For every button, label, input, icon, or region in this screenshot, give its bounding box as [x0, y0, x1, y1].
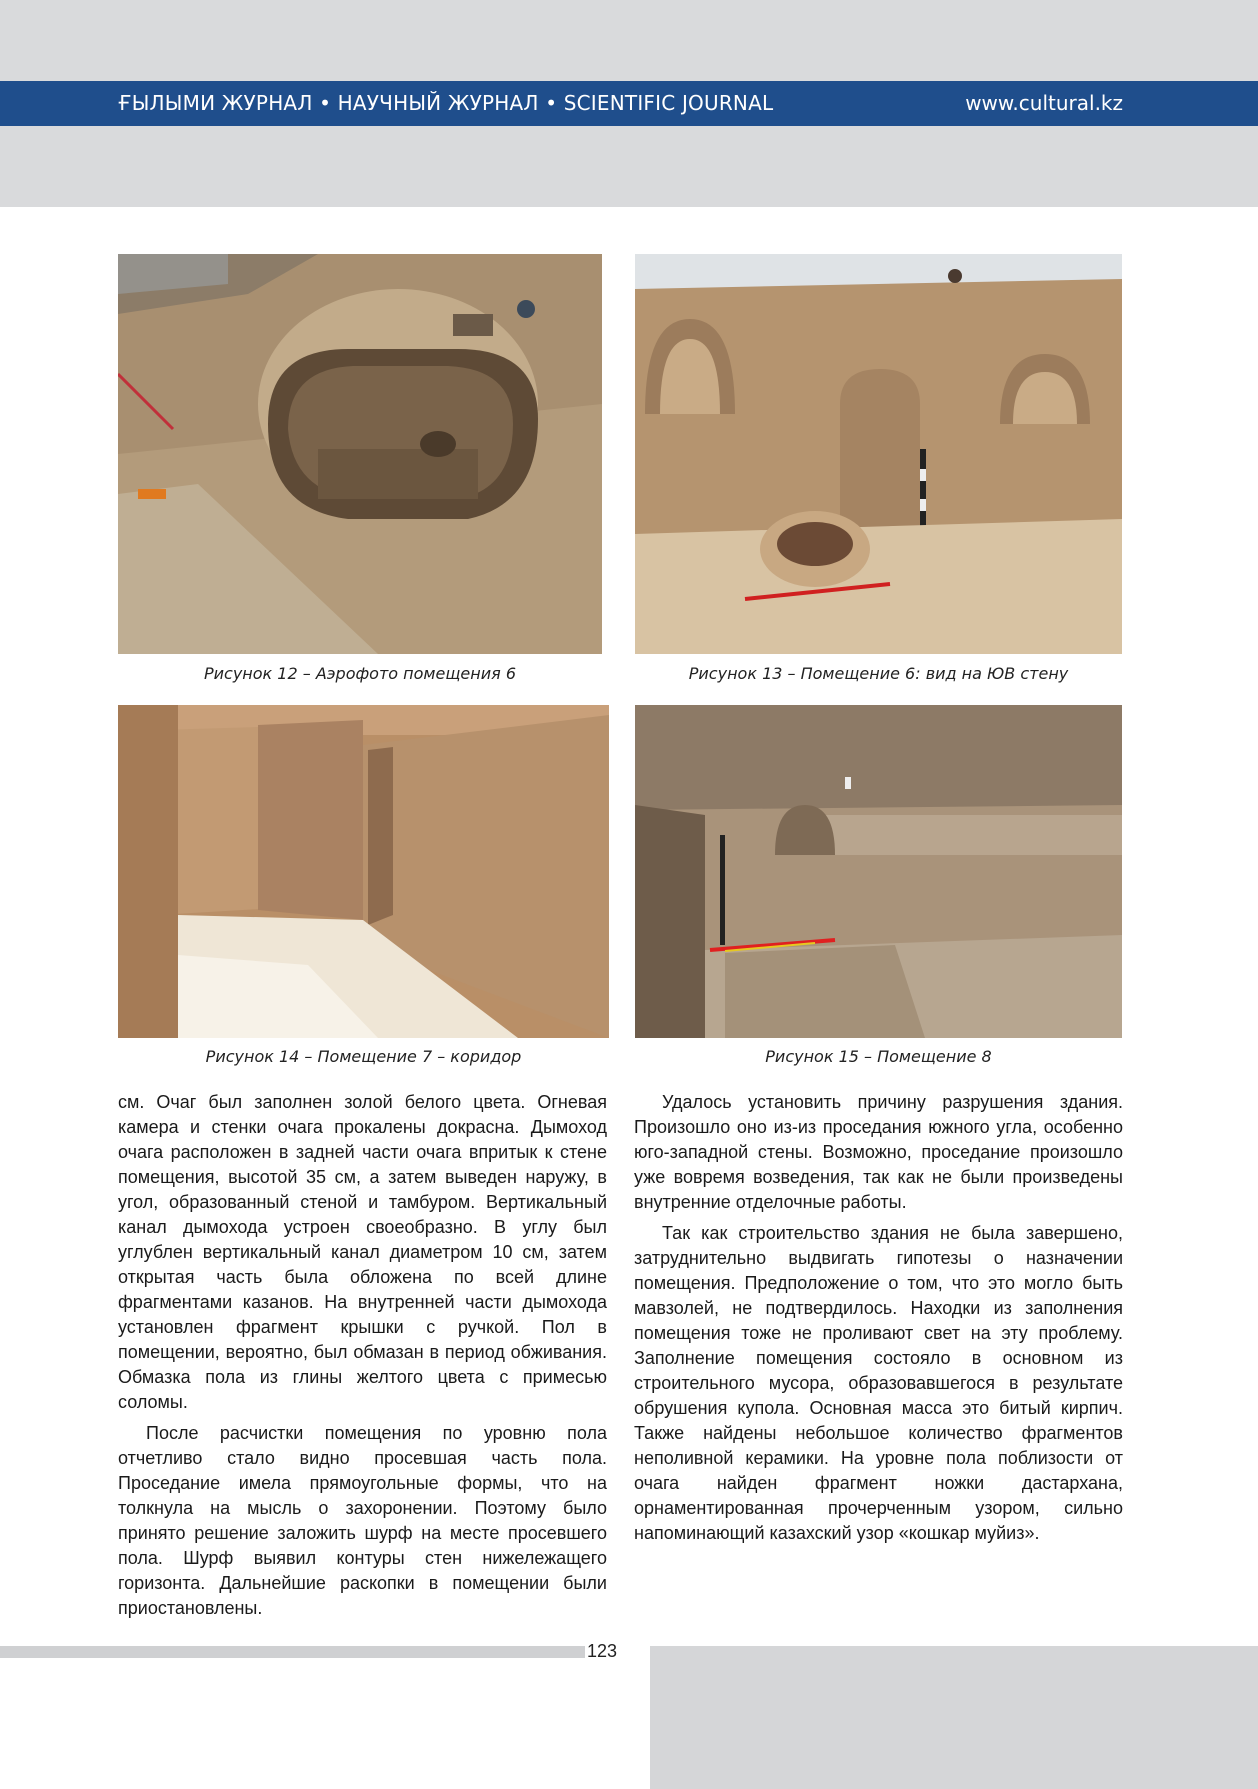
paragraph: Удалось установить причину разрушения здания. Произошло оно из-из проседания южного угла, особенно юго-западной стены. Возможно, проседание произошло уже вовремя возведения, так как не были произведены внутренние отделочные работы.: [634, 1092, 1123, 1212]
figure-13-caption: Рисунок 13 – Помещение 6: вид на ЮВ стену: [688, 664, 1069, 683]
figure-13-photo: [635, 254, 1122, 654]
figure-12-caption: Рисунок 12 – Аэрофото помещения 6: [203, 664, 516, 683]
paragraph: После расчистки помещения по уровню пола отчетливо стало видно просевшая часть пола. Проседание имела прямоугольные формы, что на толкнула на мысль о захоронении. Поэтому было принято решение заложить шурф на месте просевшего пола. Шурф выявил контуры стен нижележащего горизонта. Дальнейшие раскопки в помещении были приостановлены.: [118, 1423, 607, 1618]
figure-15-caption: Рисунок 15 – Помещение 8: [765, 1047, 992, 1066]
journal-titles: ҒЫЛЫМИ ЖУРНАЛ • НАУЧНЫЙ ЖУРНАЛ • SCIENTIFIC JOURNAL: [118, 91, 774, 115]
text-column-right: [634, 1090, 1123, 1552]
text-column-left: [118, 1090, 607, 1627]
figure-14-caption: Рисунок 14 – Помещение 7 – коридор: [205, 1047, 522, 1066]
journal-header-bar: [0, 81, 1258, 126]
paragraph: см. Очаг был заполнен золой белого цвета. Огневая камера и стенки очага прокалены докрасна. Дымоход очага расположен в задней части очага впритык к стене помещения, высотой 35 см, а затем выведен наружу, в угол, образованный стеной и тамбуром. Вертикальный канал дымохода устроен своеобразно. В углу был углублен вертикальный канал диаметром 10 см, затем открытая часть была обложена по всей длине фрагментами казанов. На внутренней части дымохода установлен фрагмент крышки с ручкой. Пол в помещении, вероятно, был обмазан в период обживания. Обмазка пола из глины желтого цвета с примесью соломы.: [118, 1092, 607, 1412]
figure-15-photo: [635, 705, 1122, 1038]
journal-website-link[interactable]: www.cultural.kz: [965, 91, 1123, 115]
figure-12-photo: [118, 254, 602, 654]
footer-rule: [0, 1646, 585, 1658]
page-number: 123: [587, 1641, 618, 1661]
figure-14-photo: [118, 705, 609, 1038]
paragraph: Так как строительство здания не была завершено, затруднительно выдвигать гипотезы о назначении помещения. Предположение о том, что это могло быть мавзолей, не подтвердилось. Находки из заполнения помещения тоже не проливают свет на эту проблему. Заполнение помещения состояло в основном из строительного мусора, образовавшегося в результате обрушения купола. Основная масса это битый кирпич. Также найдены небольшое количество фрагментов неполивной керамики. На уровне пола поблизости от очага найден фрагмент ножки дастархана, орнаментированная прочерченным узором, сильно напоминающий казахский узор «кошкар муйиз».: [634, 1223, 1123, 1543]
footer-background: [650, 1646, 1258, 1789]
